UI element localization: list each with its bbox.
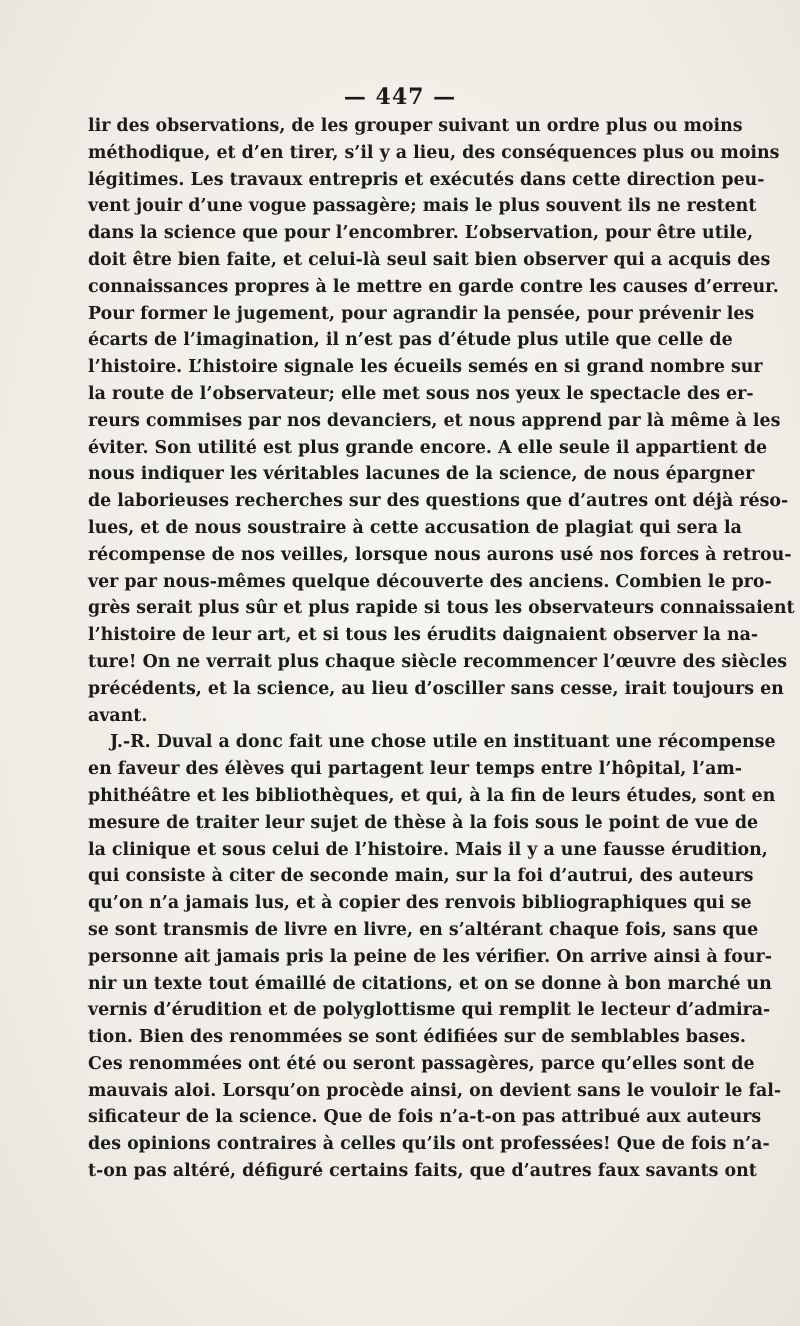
text-line: mesure de traiter leur sujet de thèse à la fois sous le point de vue de: [88, 812, 759, 833]
paragraph-start-line: J.-R. Duval a donc fait une chose utile en instituant une récompense: [110, 732, 776, 753]
text-line: reurs commises par nos devanciers, et nous apprend par là même à les: [88, 410, 781, 431]
text-line: vent jouir d’une vogue passagère; mais le plus souvent ils ne restent: [88, 196, 757, 217]
text-line: de laborieuses recherches sur des questions que d’autres ont déjà réso-: [88, 491, 789, 512]
text-line: Ces renommées ont été ou seront passagères, parce qu’elles sont de: [88, 1053, 755, 1074]
text-line: se sont transmis de livre en livre, en s’altérant chaque fois, sans que: [88, 919, 759, 940]
text-line: l’histoire de leur art, et si tous les érudits daignaient observer la na-: [88, 625, 759, 646]
text-line: doit être bien faite, et celui-là seul sait bien observer qui a acquis des: [88, 249, 771, 270]
text-line: phithéâtre et les bibliothèques, et qui, à la fin de leurs études, sont en: [88, 785, 776, 806]
text-line: lir des observations, de les grouper suivant un ordre plus ou moins: [88, 116, 743, 136]
text-line: méthodique, et d’en tirer, s’il y a lieu, des conséquences plus ou moins: [88, 142, 780, 163]
text-line: Pour former le jugement, pour agrandir la pensée, pour prévenir les: [88, 303, 755, 324]
text-line: qu’on n’a jamais lus, et à copier des renvois bibliographiques qui se: [88, 893, 752, 914]
text-line: des opinions contraires à celles qu’ils ont professées! Que de fois n’a-: [88, 1134, 770, 1155]
page-number: — 447 —: [343, 84, 457, 110]
text-line: nous indiquer les véritables lacunes de la science, de nous épargner: [88, 464, 755, 485]
text-line: la clinique et sous celui de l’histoire. Mais il y a une fausse érudition,: [88, 839, 768, 860]
text-line: écarts de l’imagination, il n’est pas d’étude plus utile que celle de: [88, 330, 733, 351]
text-line: précédents, et la science, au lieu d’osciller sans cesse, irait toujours en: [88, 678, 784, 699]
text-line: ture! On ne verrait plus chaque siècle recommencer l’œuvre des siècles: [88, 651, 788, 672]
text-line: grès serait plus sûr et plus rapide si tous les observateurs connaissaient: [88, 598, 795, 619]
text-line: qui consiste à citer de seconde main, sur la foi d’autrui, des auteurs: [88, 866, 754, 887]
text-line: connaissances propres à le mettre en garde contre les causes d’erreur.: [88, 276, 779, 297]
text-line: ver par nous-mêmes quelque découverte des anciens. Combien le pro-: [88, 571, 772, 592]
text-line: la route de l’observateur; elle met sous nos yeux le spectacle des er-: [88, 383, 754, 404]
body-text: [88, 113, 795, 1185]
text-line: nir un texte tout émaillé de citations, et on se donne à bon marché un: [88, 973, 772, 994]
text-line: lues, et de nous soustraire à cette accusation de plagiat qui sera la: [88, 517, 742, 538]
text-line: récompense de nos veilles, lorsque nous aurons usé nos forces à retrou-: [88, 544, 792, 565]
text-line: vernis d’érudition et de polyglottisme qui remplit le lecteur d’admira-: [88, 1000, 771, 1021]
text-line: en faveur des élèves qui partagent leur temps entre l’hôpital, l’am-: [88, 759, 742, 780]
text-line: éviter. Son utilité est plus grande encore. A elle seule il appartient de: [88, 437, 768, 458]
text-line: personne ait jamais pris la peine de les vérifier. On arrive ainsi à four-: [88, 946, 772, 967]
text-line: sificateur de la science. Que de fois n’a-t-on pas attribué aux auteurs: [88, 1107, 762, 1128]
text-line: légitimes. Les travaux entrepris et exécutés dans cette direction peu-: [88, 169, 765, 190]
text-line: dans la science que pour l’encombrer. L’observation, pour être utile,: [88, 223, 754, 244]
text-line: l’histoire. L’histoire signale les écueils semés en si grand nombre sur: [88, 357, 763, 378]
text-line: mauvais aloi. Lorsqu’on procède ainsi, on devient sans le vouloir le fal-: [88, 1080, 782, 1101]
text-line: tion. Bien des renommées se sont édifiées sur de semblables bases.: [88, 1027, 746, 1048]
text-line: t-on pas altéré, défiguré certains faits, que d’autres faux savants ont: [88, 1161, 757, 1182]
paragraph-end-line: avant.: [88, 705, 148, 726]
